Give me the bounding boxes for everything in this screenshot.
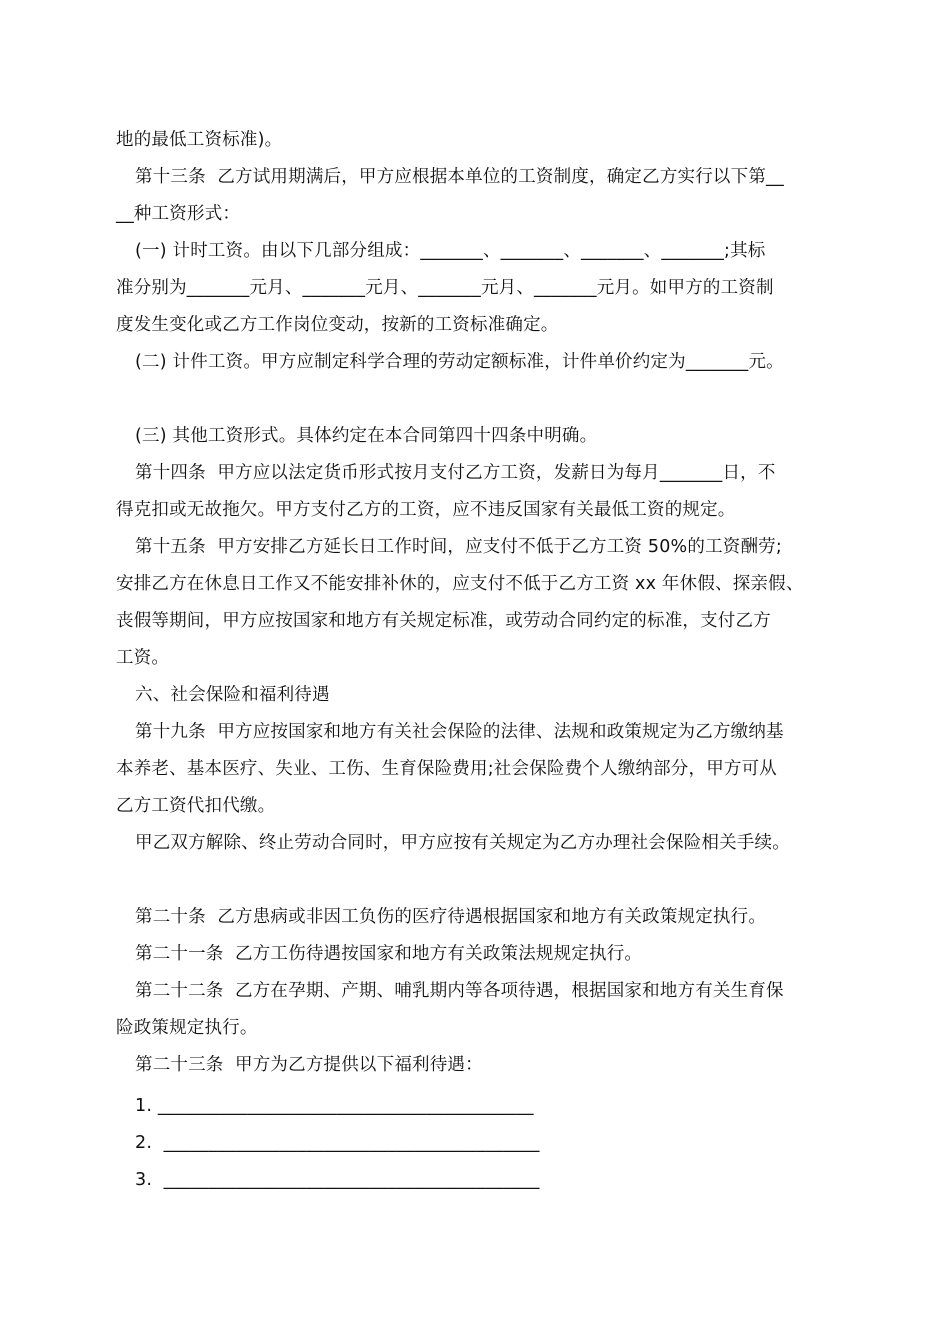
article-15-line-4: 工资。 (116, 648, 170, 668)
article-14-line-1: 第十四条 甲方应以法定货币形式按月支付乙方工资，发薪日为每月_______日，不 (135, 463, 776, 483)
benefit-item-1: 1. __________________________________________ (135, 1096, 534, 1116)
piece-wage-line: (二) 计件工资。甲方应制定科学合理的劳动定额标准，计件单价约定为_______元。 (135, 352, 784, 372)
hourly-wage-line-1: (一) 计时工资。由以下几部分组成：_______、_______、_______、_______;其标 (135, 241, 766, 261)
termination-insurance-line: 甲乙双方解除、终止劳动合同时，甲方应按有关规定为乙方办理社会保险相关手续。 (135, 833, 790, 853)
hourly-wage-line-3: 度发生变化或乙方工作岗位变动，按新的工资标准确定。 (116, 315, 559, 335)
hourly-wage-line-2: 准分别为_______元月、_______元月、_______元月、_______元月。如甲方的工资制 (116, 278, 774, 298)
article-15-line-1: 第十五条 甲方安排乙方延长日工作时间，应支付不低于乙方工资 50%的工资酬劳; (135, 537, 782, 557)
article-13-line-2: __种工资形式： (116, 204, 241, 224)
article-15-line-2: 安排乙方在休息日工作又不能安排补休的，应支付不低于乙方工资 xx 年休假、探亲假、 (116, 574, 804, 594)
article-20-line: 第二十条 乙方患病或非因工负伤的医疗待遇根据国家和地方有关政策规定执行。 (135, 907, 767, 927)
article-19-line-3: 乙方工资代扣代缴。 (116, 796, 276, 816)
text-line: 地的最低工资标准)。 (116, 130, 283, 150)
article-19-line-2: 本养老、基本医疗、失业、工伤、生育保险费用;社会保险费个人缴纳部分，甲方可从 (116, 759, 777, 779)
article-15-line-3: 丧假等期间，甲方应按国家和地方有关规定标准，或劳动合同约定的标准，支付乙方 (116, 611, 771, 631)
benefit-item-2: 2. __________________________________________ (135, 1133, 540, 1153)
article-14-line-2: 得克扣或无故拖欠。甲方支付乙方的工资，应不违反国家有关最低工资的规定。 (116, 500, 736, 520)
benefit-item-3: 3. __________________________________________ (135, 1170, 540, 1190)
article-22-line-1: 第二十二条 乙方在孕期、产期、哺乳期内等各项待遇，根据国家和地方有关生育保 (135, 981, 784, 1001)
article-22-line-2: 险政策规定执行。 (116, 1018, 258, 1038)
article-19-line-1: 第十九条 甲方应按国家和地方有关社会保险的法律、法规和政策规定为乙方缴纳基 (135, 722, 784, 742)
other-wage-line: (三) 其他工资形式。具体约定在本合同第四十四条中明确。 (135, 426, 598, 446)
article-21-line: 第二十一条 乙方工伤待遇按国家和地方有关政策法规规定执行。 (135, 944, 643, 964)
article-13-line-1: 第十三条 乙方试用期满后，甲方应根据本单位的工资制度，确定乙方实行以下第__ (135, 167, 784, 187)
section-6-heading: 六、社会保险和福利待遇 (135, 685, 330, 705)
article-23-line: 第二十三条 甲方为乙方提供以下福利待遇： (135, 1055, 483, 1075)
